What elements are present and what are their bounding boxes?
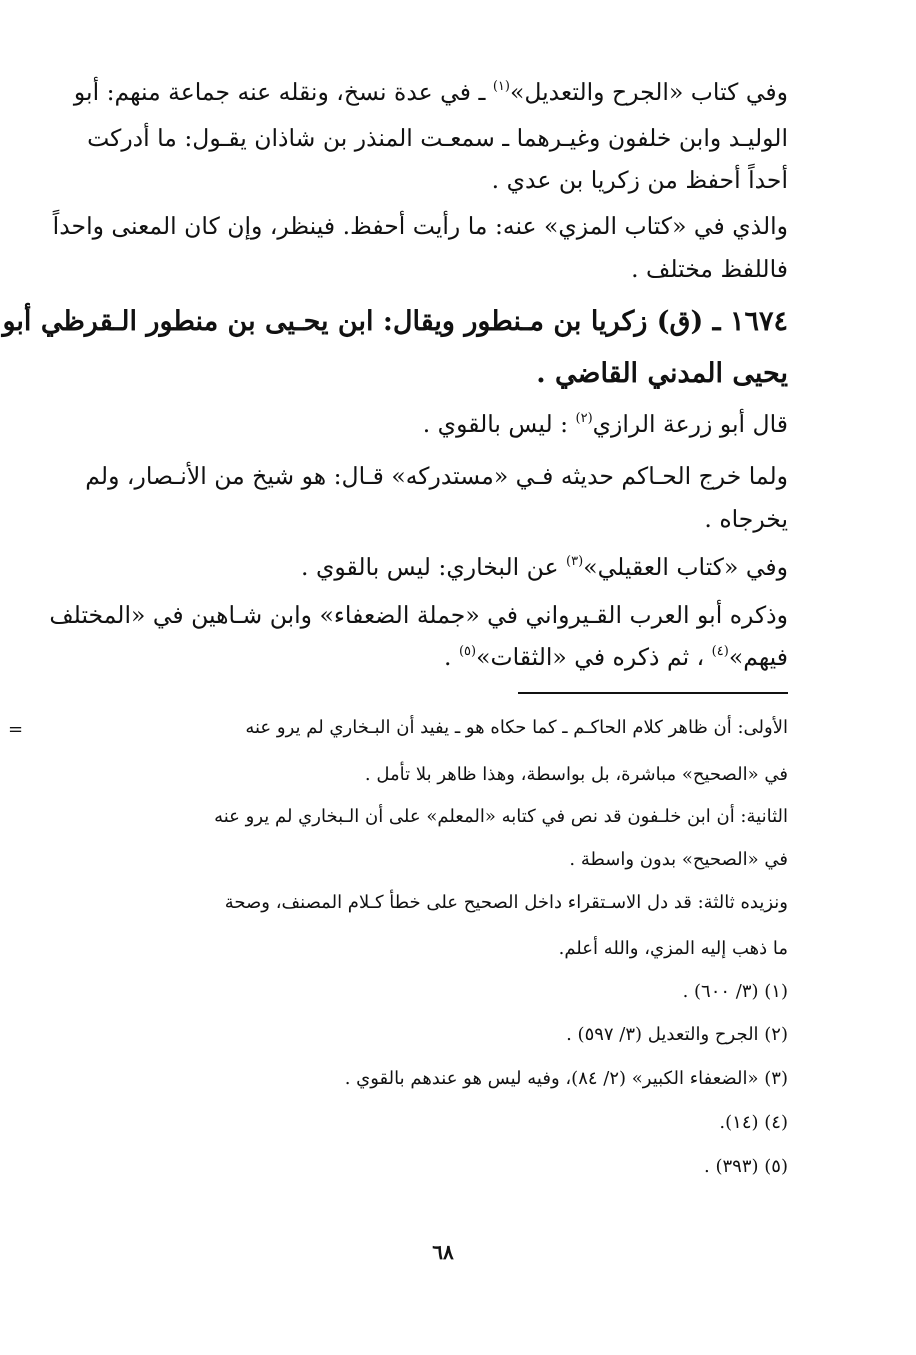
- footnote-line: (٤) (١٤).: [719, 1112, 788, 1133]
- document-page: [2, 0, 788, 1355]
- entry-line-5: وذكره أبو العرب القـيرواني في «جملة الضعفاء» وابن شـاهين في «المختلف: [49, 601, 788, 629]
- footnote-separator: [518, 692, 788, 694]
- body-line-2: الوليـد وابن خلفون وغيـرهما ـ سمعـت المنذر بن شاذان يقـول: ما أدركت: [87, 124, 788, 152]
- entry-line-3: يخرجاه .: [704, 505, 788, 533]
- continuation-marker: =: [8, 719, 24, 740]
- footnote-line: ونزيده ثالثة: قد دل الاسـتقراء داخل الصحيح على خطأ كـلام المصنف، وصحة: [224, 892, 788, 913]
- footnote-ref: (٣): [566, 554, 584, 569]
- entry-heading-line-1: ١٦٧٤ ـ (ق) زكريا بن مـنطور ويقال: ابن يحـيى بن منطور الـقرظي أبو: [2, 306, 788, 337]
- body-text: ـ في عدة نسخ، ونقله عنه جماعة منهم: أبو: [73, 78, 486, 106]
- entry-line-6: [98, 643, 788, 671]
- body-line-4: والذي في «كتاب المزي» عنه: ما رأيت أحفظ. فينظر، وإن كان المعنى واحداً: [52, 212, 788, 240]
- entry-text: قال أبو زرعة الرازي: [592, 410, 788, 438]
- page-number: ٦٨: [432, 1240, 454, 1264]
- footnote-line: الثانية: أن ابن خلـفون قد نص في كتابه «المعلم» على أن الـبخاري لم يرو عنه: [214, 806, 788, 827]
- body-line-5: فاللفظ مختلف .: [631, 255, 788, 283]
- footnote-line: (١) (٣/ ٦٠٠) .: [682, 981, 788, 1002]
- entry-line-4: [98, 553, 788, 581]
- entry-line-2: ولما خرج الحـاكم حديثه فـي «مستدركه» قـال: هو شيخ من الأنـصار، ولم: [85, 462, 788, 490]
- footnote-ref: (٢): [575, 411, 593, 426]
- entry-text: عن البخاري: ليس بالقوي .: [301, 553, 559, 581]
- entry-text: .: [443, 643, 452, 671]
- footnote-line: في «الصحيح» بدون واسطة .: [569, 849, 788, 870]
- footnote-line: ما ذهب إليه المزي، والله أعلم.: [558, 938, 788, 959]
- body-line-3: أحداً أحفظ من زكريا بن عدي .: [491, 166, 788, 194]
- footnote-ref: (٤): [711, 644, 729, 659]
- footnote-line: الأولى: أن ظاهر كلام الحاكـم ـ كما حكاه هو ـ يفيد أن البـخاري لم يرو عنه: [245, 717, 788, 738]
- entry-text: فيهم»: [728, 643, 788, 671]
- entry-text: ، ثم ذكره في «الثقات»: [476, 643, 705, 671]
- entry-text: : ليس بالقوي .: [422, 410, 569, 438]
- body-text: وفي كتاب «الجرح والتعديل»: [509, 78, 788, 106]
- entry-heading-line-2: يحيى المدني القاضي .: [536, 358, 788, 389]
- entry-text: وفي «كتاب العقيلي»: [583, 553, 788, 581]
- footnote-ref: (٥): [458, 644, 477, 659]
- footnote-line: (٢) الجرح والتعديل (٣/ ٥٩٧) .: [566, 1024, 788, 1045]
- footnote-line: في «الصحيح» مباشرة، بل بواسطة، وهذا ظاهر بلا تأمل .: [364, 764, 788, 785]
- footnote-ref: (١): [492, 79, 510, 94]
- footnote-line: (٣) «الضعفاء الكبير» (٢/ ٨٤)، وفيه ليس هو عندهم بالقوي .: [344, 1068, 788, 1089]
- entry-line-1: [98, 410, 788, 438]
- body-line-1: [73, 78, 788, 106]
- footnote-line: (٥) (٣٩٣) .: [704, 1156, 788, 1177]
